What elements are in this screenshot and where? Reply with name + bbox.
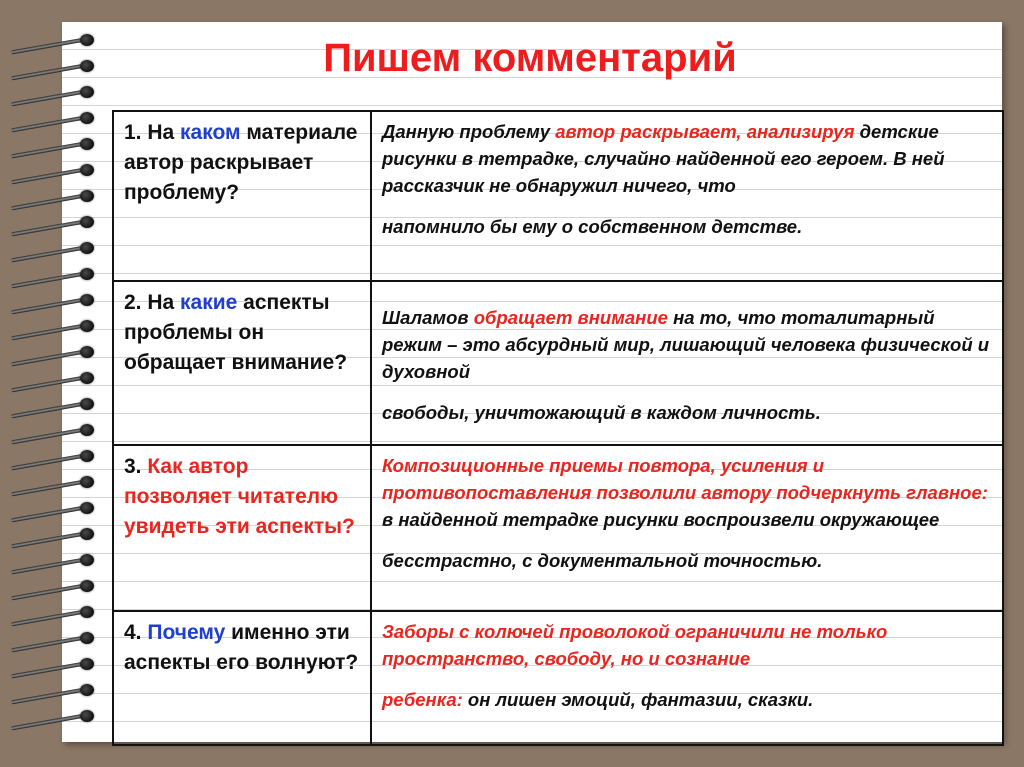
spiral-coil: [10, 34, 94, 46]
spiral-coil: [10, 424, 94, 436]
spiral-coil: [10, 112, 94, 124]
spiral-coil: [10, 580, 94, 592]
question-cell: [113, 611, 371, 745]
answer-highlight: Заборы с колючей проволокой ограничили не только пространство, свободу, но и сознание: [382, 621, 888, 669]
table-row: [113, 445, 1003, 611]
spiral-coil: [10, 606, 94, 618]
answer-highlight: автор раскрывает,: [555, 121, 742, 142]
spiral-coil: [10, 294, 94, 306]
answer-text: бесстрастно, с документальной точностью.: [382, 550, 823, 571]
table-row: [113, 111, 1003, 281]
question-highlight: Как автор позволяет читателю увидеть эти аспекты?: [124, 455, 355, 538]
spiral-coil: [10, 86, 94, 98]
spiral-coil: [10, 684, 94, 696]
spiral-coil: [10, 268, 94, 280]
comment-table: [112, 110, 1004, 746]
question-highlight: каком: [180, 121, 241, 144]
answer-text: детские рисунки в тетрадке, случайно найденной его героем. В ней рассказчик не обнаружил ничего, что: [382, 121, 945, 196]
spiral-coil: [10, 346, 94, 358]
spiral-coil: [10, 710, 94, 722]
spiral-coil: [10, 398, 94, 410]
answer-cell: [371, 281, 1003, 445]
spiral-coil: [10, 632, 94, 644]
spiral-coil: [10, 502, 94, 514]
spiral-coil: [10, 216, 94, 228]
spiral-coil: [10, 476, 94, 488]
question-text: именно эти аспекты его волнуют?: [124, 621, 359, 674]
answer-cell: [371, 445, 1003, 611]
spiral-coil: [10, 450, 94, 462]
spiral-coil: [10, 372, 94, 384]
answer-text: свободы, уничтожающий в каждом личность.: [382, 402, 821, 423]
answer-highlight: Композиционные приемы: [382, 455, 628, 476]
answer-highlight: повтора, усиления и противопоставления: [382, 455, 825, 503]
spiral-coil: [10, 554, 94, 566]
question-cell: [113, 111, 371, 281]
table-row: [113, 281, 1003, 445]
answer-text: напомнило бы ему о собственном детстве.: [382, 216, 803, 237]
answer-text: Шаламов: [382, 307, 474, 328]
answer-text: тоталитарный режим – это абсурдный мир, лишающий человека физической и духовной: [382, 307, 990, 382]
answer-highlight: обращает внимание: [473, 307, 668, 328]
spiral-coil: [10, 164, 94, 176]
question-text: 1. На: [124, 121, 181, 144]
answer-text: в найденной тетрадке рисунки воспроизвели окружающее: [382, 509, 940, 530]
spiral-coil: [10, 138, 94, 150]
answer-text: он лишен эмоций, фантазии, сказки.: [462, 689, 814, 710]
question-text: 3.: [124, 455, 148, 478]
answer-cell: [371, 611, 1003, 745]
spiral-coil: [10, 242, 94, 254]
question-highlight: Почему: [147, 621, 226, 644]
spiral-coil: [10, 190, 94, 202]
question-text: 4.: [124, 621, 148, 644]
answer-highlight: позволили автору подчеркнуть главное:: [591, 482, 988, 503]
table-row: [113, 611, 1003, 745]
question-cell: [113, 445, 371, 611]
answer-text: на то, что: [667, 307, 776, 328]
answer-cell: [371, 111, 1003, 281]
spiral-coil: [10, 658, 94, 670]
answer-highlight: анализируя: [746, 121, 855, 142]
question-highlight: какие: [180, 291, 238, 314]
question-text: 2. На: [124, 291, 181, 314]
question-cell: [113, 281, 371, 445]
question-text: материале автор раскрывает проблему?: [124, 121, 358, 204]
spiral-coil: [10, 320, 94, 332]
question-text: аспекты проблемы он обращает внимание?: [124, 291, 348, 374]
answer-text: Данную проблему: [382, 121, 556, 142]
answer-highlight: ребенка:: [382, 689, 463, 710]
spiral-coil: [10, 60, 94, 72]
spiral-coil: [10, 528, 94, 540]
page-title: Пишем комментарий: [323, 36, 737, 80]
